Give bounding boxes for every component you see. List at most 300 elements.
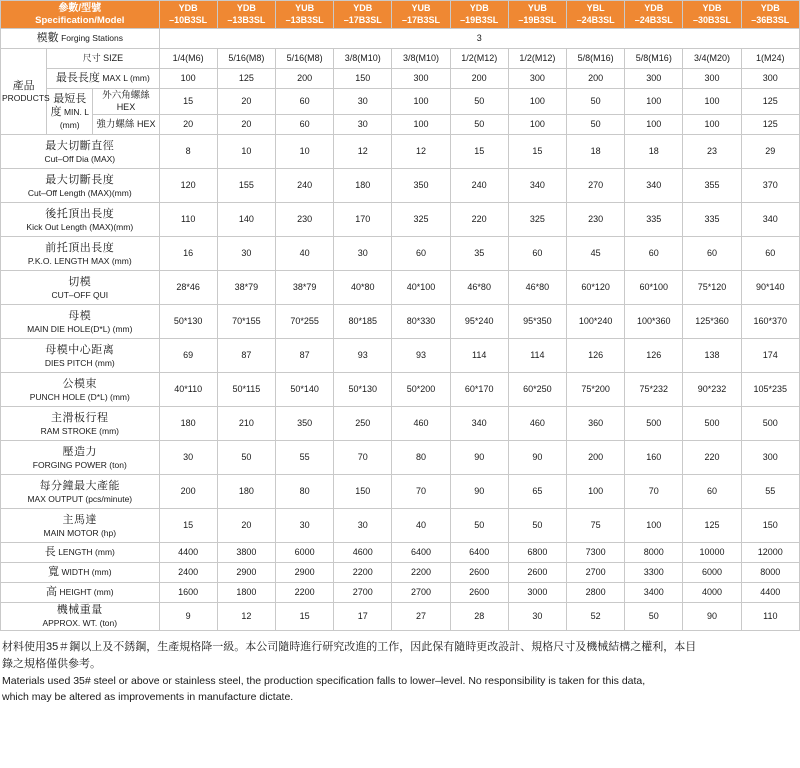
table-header-row: [1, 1, 800, 29]
cell-approx-wt-8: 50: [625, 603, 683, 630]
row-width: [1, 563, 800, 583]
cell-kick-out-6: 325: [508, 203, 566, 237]
cell-cut-off-length-9: 355: [683, 169, 741, 203]
cell-dies-pitch-1: 87: [217, 339, 275, 373]
cell-size-1: 5/16(M8): [217, 49, 275, 69]
cell-cut-off-qui-8: 60*100: [625, 271, 683, 305]
cell-cut-off-length-10: 370: [741, 169, 799, 203]
model-line2: –36B3SL: [751, 14, 790, 25]
row-label-dies-pitch: [1, 339, 160, 373]
cell-kick-out-0: 110: [159, 203, 217, 237]
cell-dies-pitch-8: 126: [625, 339, 683, 373]
cell-cut-off-dia-3: 12: [334, 135, 392, 169]
label-zh: 公模束: [62, 377, 98, 390]
cell-main-die-7: 100*240: [567, 305, 625, 339]
model-line1: YUB: [411, 3, 431, 14]
model-line1: YDB: [702, 3, 722, 14]
cell-width-1: 2900: [217, 563, 275, 583]
cell-kick-out-9: 335: [683, 203, 741, 237]
model-column-6: [508, 1, 566, 29]
cell-approx-wt-4: 27: [392, 603, 450, 630]
model-line2: –17B3SL: [401, 14, 440, 25]
cell-cut-off-length-3: 180: [334, 169, 392, 203]
label-en: MAIN MOTOR (hp): [43, 527, 117, 538]
row-pko-length: [1, 237, 800, 271]
cell-forging-power-6: 90: [508, 441, 566, 475]
cell-length-9: 10000: [683, 543, 741, 563]
cell-punch-hole-5: 60*170: [450, 373, 508, 407]
model-line1: YUB: [527, 3, 547, 14]
cell-main-motor-7: 75: [567, 509, 625, 543]
cell-main-motor-8: 100: [625, 509, 683, 543]
model-line1: YDB: [469, 3, 489, 14]
row-ram-stroke: [1, 407, 800, 441]
cell-ram-stroke-2: 350: [275, 407, 333, 441]
label-unit: (mm): [59, 120, 80, 131]
label-en: Cut–Off Length (MAX)(mm): [27, 187, 132, 198]
cell-min-l-strong-0: 20: [159, 115, 217, 135]
row-main-motor: [1, 509, 800, 543]
label-zh: 前托頂出長度: [45, 241, 115, 254]
cell-main-die-10: 160*370: [741, 305, 799, 339]
cell-length-3: 4600: [334, 543, 392, 563]
model-column-4: [392, 1, 450, 29]
cell-min-l-strong-8: 100: [625, 115, 683, 135]
cell-main-motor-1: 20: [217, 509, 275, 543]
row-max-output: [1, 475, 800, 509]
cell-cut-off-qui-2: 38*79: [275, 271, 333, 305]
cell-punch-hole-9: 90*232: [683, 373, 741, 407]
cell-ram-stroke-8: 500: [625, 407, 683, 441]
label-zh: 母模中心距离: [45, 343, 115, 356]
cell-approx-wt-6: 30: [508, 603, 566, 630]
row-kick-out-length: [1, 203, 800, 237]
cell-punch-hole-10: 105*235: [741, 373, 799, 407]
sub-label-en: HEX: [136, 119, 156, 130]
cell-cut-off-length-6: 340: [508, 169, 566, 203]
cell-width-4: 2200: [392, 563, 450, 583]
cell-ram-stroke-10: 500: [741, 407, 799, 441]
cell-max-l-10: 300: [741, 69, 799, 89]
cell-cut-off-length-1: 155: [217, 169, 275, 203]
cell-cut-off-qui-3: 40*80: [334, 271, 392, 305]
label-en: WIDTH (mm): [61, 567, 112, 578]
cell-forging-stations: 3: [159, 29, 799, 49]
sub-label-strong-bolt: [93, 115, 159, 135]
model-line2: –19B3SL: [460, 14, 499, 25]
row-label-kick-out-length: [1, 203, 160, 237]
model-line1: YUB: [295, 3, 315, 14]
cell-forging-power-3: 70: [334, 441, 392, 475]
footnotes: [0, 639, 800, 706]
cell-ram-stroke-4: 460: [392, 407, 450, 441]
footnote-zh-line1: 材料使用35＃鋼以上及不銹鋼，生產規格降一級。本公司隨時進行研究改進的工作，因此保有隨時更改設計、規格尺寸及機械結構之權利，本目: [2, 640, 697, 653]
cell-cut-off-length-0: 120: [159, 169, 217, 203]
cell-approx-wt-5: 28: [450, 603, 508, 630]
cell-max-output-7: 100: [567, 475, 625, 509]
model-column-1: [217, 1, 275, 29]
model-column-3: [334, 1, 392, 29]
sub-label-hex-bolt: [93, 89, 159, 115]
cell-cut-off-qui-5: 46*80: [450, 271, 508, 305]
cell-approx-wt-7: 52: [567, 603, 625, 630]
model-column-2: [275, 1, 333, 29]
sub-label-zh: 外六角螺絲: [102, 90, 150, 102]
cell-pko-9: 60: [683, 237, 741, 271]
row-label-width: [1, 563, 160, 583]
cell-min-l-strong-10: 125: [741, 115, 799, 135]
cell-max-l-5: 200: [450, 69, 508, 89]
cell-min-l-hex-7: 50: [567, 89, 625, 115]
cell-length-0: 4400: [159, 543, 217, 563]
cell-size-10: 1(M24): [741, 49, 799, 69]
cell-min-l-hex-2: 60: [275, 89, 333, 115]
cell-height-4: 2700: [392, 583, 450, 603]
cell-main-motor-5: 50: [450, 509, 508, 543]
label-zh: 主滑板行程: [51, 411, 109, 424]
row-label-length: [1, 543, 160, 563]
cell-main-die-4: 80*330: [392, 305, 450, 339]
cell-main-die-3: 80*185: [334, 305, 392, 339]
cell-pko-8: 60: [625, 237, 683, 271]
cell-approx-wt-9: 90: [683, 603, 741, 630]
cell-cut-off-length-8: 340: [625, 169, 683, 203]
cell-forging-power-8: 160: [625, 441, 683, 475]
cell-main-die-5: 95*240: [450, 305, 508, 339]
cell-height-0: 1600: [159, 583, 217, 603]
cell-height-7: 2800: [567, 583, 625, 603]
cell-min-l-hex-6: 100: [508, 89, 566, 115]
cell-size-8: 5/8(M16): [625, 49, 683, 69]
row-label-cut-off-dia: [1, 135, 160, 169]
cell-forging-power-4: 80: [392, 441, 450, 475]
cell-cut-off-dia-8: 18: [625, 135, 683, 169]
cell-approx-wt-2: 15: [275, 603, 333, 630]
cell-min-l-strong-5: 50: [450, 115, 508, 135]
cell-approx-wt-0: 9: [159, 603, 217, 630]
label-en: PRODUCTS: [2, 93, 50, 104]
cell-ram-stroke-5: 340: [450, 407, 508, 441]
row-forging-stations: [1, 29, 800, 49]
cell-cut-off-dia-9: 23: [683, 135, 741, 169]
cell-dies-pitch-3: 93: [334, 339, 392, 373]
cell-kick-out-1: 140: [217, 203, 275, 237]
row-length: [1, 543, 800, 563]
cell-dies-pitch-6: 114: [508, 339, 566, 373]
label-zh: 長: [44, 546, 56, 559]
cell-min-l-strong-1: 20: [217, 115, 275, 135]
cell-approx-wt-3: 17: [334, 603, 392, 630]
cell-max-output-3: 150: [334, 475, 392, 509]
cell-dies-pitch-9: 138: [683, 339, 741, 373]
cell-height-3: 2700: [334, 583, 392, 603]
header-param-model: [1, 1, 160, 29]
cell-max-l-4: 300: [392, 69, 450, 89]
footnote-en-line1: Materials used 35# steel or above or stainless steel, the production specification falls to lower–level. No responsibility is taken for this data,: [2, 674, 646, 687]
cell-forging-power-10: 300: [741, 441, 799, 475]
model-line2: –10B3SL: [169, 14, 208, 25]
cell-pko-3: 30: [334, 237, 392, 271]
label-en: FORGING POWER (ton): [32, 459, 127, 470]
cell-width-9: 6000: [683, 563, 741, 583]
cell-pko-6: 60: [508, 237, 566, 271]
model-column-0: [159, 1, 217, 29]
cell-length-5: 6400: [450, 543, 508, 563]
cell-main-motor-3: 30: [334, 509, 392, 543]
cell-max-output-8: 70: [625, 475, 683, 509]
cell-ram-stroke-3: 250: [334, 407, 392, 441]
cell-max-l-6: 300: [508, 69, 566, 89]
cell-ram-stroke-1: 210: [217, 407, 275, 441]
model-line1: YDB: [644, 3, 664, 14]
cell-pko-1: 30: [217, 237, 275, 271]
cell-forging-power-1: 50: [217, 441, 275, 475]
cell-main-die-6: 95*350: [508, 305, 566, 339]
cell-min-l-hex-8: 100: [625, 89, 683, 115]
cell-width-3: 2200: [334, 563, 392, 583]
cell-min-l-strong-3: 30: [334, 115, 392, 135]
cell-main-motor-10: 150: [741, 509, 799, 543]
cell-cut-off-qui-6: 46*80: [508, 271, 566, 305]
model-line2: –17B3SL: [343, 14, 382, 25]
cell-max-output-9: 60: [683, 475, 741, 509]
cell-kick-out-4: 325: [392, 203, 450, 237]
row-main-die-hole: [1, 305, 800, 339]
row-min-length-hex: [1, 89, 800, 115]
model-line1: YBL: [586, 3, 605, 14]
cell-size-3: 3/8(M10): [334, 49, 392, 69]
cell-length-4: 6400: [392, 543, 450, 563]
cell-punch-hole-3: 50*130: [334, 373, 392, 407]
cell-dies-pitch-7: 126: [567, 339, 625, 373]
cell-kick-out-8: 335: [625, 203, 683, 237]
model-line2: –13B3SL: [227, 14, 266, 25]
label-en: LENGTH (mm): [58, 547, 115, 558]
cell-main-die-0: 50*130: [159, 305, 217, 339]
cell-punch-hole-1: 50*115: [217, 373, 275, 407]
group-label-products: [1, 49, 50, 135]
row-label-max-length: [47, 69, 159, 89]
cell-main-motor-0: 15: [159, 509, 217, 543]
cell-main-motor-9: 125: [683, 509, 741, 543]
model-column-5: [450, 1, 508, 29]
label-en: Kick Out Length (MAX)(mm): [26, 221, 134, 232]
row-cut-off-length: [1, 169, 800, 203]
cell-cut-off-length-2: 240: [275, 169, 333, 203]
row-max-length: [1, 69, 800, 89]
cell-punch-hole-6: 60*250: [508, 373, 566, 407]
cell-max-output-0: 200: [159, 475, 217, 509]
label-en: APPROX. WT. (ton): [42, 618, 118, 629]
cell-width-10: 8000: [741, 563, 799, 583]
row-label-height: [1, 583, 160, 603]
cell-height-9: 4000: [683, 583, 741, 603]
cell-ram-stroke-0: 180: [159, 407, 217, 441]
cell-kick-out-3: 170: [334, 203, 392, 237]
label-en: MAX OUTPUT (pcs/minute): [27, 493, 133, 504]
row-label-pko-length: [1, 237, 160, 271]
label-en: Cut–Off Dia (MAX): [44, 153, 116, 164]
cell-main-die-8: 100*360: [625, 305, 683, 339]
cell-max-l-2: 200: [275, 69, 333, 89]
label-zh: 最長長度: [55, 71, 100, 84]
cell-max-l-9: 300: [683, 69, 741, 89]
row-label-cut-off-length: [1, 169, 160, 203]
label-zh: 後托頂出長度: [45, 207, 115, 220]
cell-max-output-5: 90: [450, 475, 508, 509]
cell-pko-4: 60: [392, 237, 450, 271]
model-column-8: [625, 1, 683, 29]
cell-max-output-4: 70: [392, 475, 450, 509]
cell-min-l-strong-4: 100: [392, 115, 450, 135]
model-line1: YDB: [760, 3, 780, 14]
label-zh: 寬: [48, 566, 59, 579]
cell-approx-wt-10: 110: [741, 603, 799, 630]
cell-punch-hole-2: 50*140: [275, 373, 333, 407]
row-approx-weight: [1, 603, 800, 630]
cell-height-8: 3400: [625, 583, 683, 603]
cell-size-7: 5/8(M16): [567, 49, 625, 69]
row-cut-off-dia: [1, 135, 800, 169]
label-en: RAM STROKE (mm): [40, 425, 119, 436]
label-en: PUNCH HOLE (D*L) (mm): [29, 391, 130, 402]
cell-forging-power-7: 200: [567, 441, 625, 475]
cell-ram-stroke-9: 500: [683, 407, 741, 441]
label-zh: 模數: [36, 31, 59, 44]
label-zh: 產品: [12, 79, 35, 92]
cell-height-1: 1800: [217, 583, 275, 603]
cell-max-l-7: 200: [567, 69, 625, 89]
cell-min-l-hex-0: 15: [159, 89, 217, 115]
cell-width-7: 2700: [567, 563, 625, 583]
cell-max-output-6: 65: [508, 475, 566, 509]
cell-kick-out-2: 230: [275, 203, 333, 237]
cell-main-motor-2: 30: [275, 509, 333, 543]
cell-length-7: 7300: [567, 543, 625, 563]
cell-min-l-strong-9: 100: [683, 115, 741, 135]
cell-min-l-hex-5: 50: [450, 89, 508, 115]
row-label-ram-stroke: [1, 407, 160, 441]
cell-width-5: 2600: [450, 563, 508, 583]
cell-height-6: 3000: [508, 583, 566, 603]
cell-cut-off-qui-7: 60*120: [567, 271, 625, 305]
label-en: DIES PITCH (mm): [44, 357, 115, 368]
cell-height-2: 2200: [275, 583, 333, 603]
cell-max-output-2: 80: [275, 475, 333, 509]
cell-max-l-0: 100: [159, 69, 217, 89]
cell-ram-stroke-7: 360: [567, 407, 625, 441]
cell-length-1: 3800: [217, 543, 275, 563]
cell-max-l-3: 150: [334, 69, 392, 89]
row-label-forging-stations: [1, 29, 160, 49]
cell-pko-5: 35: [450, 237, 508, 271]
label-zh: 主馬達: [62, 513, 98, 526]
cell-width-2: 2900: [275, 563, 333, 583]
cell-pko-7: 45: [567, 237, 625, 271]
label-zh: 每分鐘最大產能: [39, 479, 121, 492]
row-label-cut-off-qui: [1, 271, 160, 305]
label-en: MIN. L: [63, 107, 89, 118]
label-en: Forging Stations: [61, 32, 123, 43]
cell-width-0: 2400: [159, 563, 217, 583]
cell-size-0: 1/4(M6): [159, 49, 217, 69]
cell-cut-off-dia-5: 15: [450, 135, 508, 169]
model-line2: –30B3SL: [692, 14, 732, 25]
cell-max-output-10: 55: [741, 475, 799, 509]
label-en: CUT–OFF QUI: [51, 289, 109, 300]
cell-kick-out-10: 340: [741, 203, 799, 237]
cell-cut-off-dia-1: 10: [217, 135, 275, 169]
cell-size-2: 5/16(M8): [275, 49, 333, 69]
cell-cut-off-qui-10: 90*140: [741, 271, 799, 305]
cell-min-l-hex-1: 20: [217, 89, 275, 115]
cell-min-l-strong-7: 50: [567, 115, 625, 135]
cell-forging-power-2: 55: [275, 441, 333, 475]
label-en: P.K.O. LENGTH MAX (mm): [27, 255, 132, 266]
cell-max-l-1: 125: [217, 69, 275, 89]
cell-min-l-hex-3: 30: [334, 89, 392, 115]
label-zh: 高: [45, 586, 57, 599]
cell-cut-off-dia-4: 12: [392, 135, 450, 169]
model-line1: YDB: [178, 3, 198, 14]
cell-cut-off-dia-7: 18: [567, 135, 625, 169]
model-column-10: [741, 1, 799, 29]
cell-cut-off-qui-0: 28*46: [159, 271, 217, 305]
row-label-approx-weight: [1, 603, 160, 630]
model-line2: –24B3SL: [634, 14, 673, 25]
row-label-punch-hole: [1, 373, 160, 407]
cell-width-6: 2600: [508, 563, 566, 583]
row-label-size: 尺寸 SIZE: [47, 49, 159, 69]
cell-max-l-8: 300: [625, 69, 683, 89]
label-zh: 最短長度: [50, 92, 87, 119]
row-label-max-output: [1, 475, 160, 509]
footnote-zh-line2: 錄之規格僅供參考。: [2, 657, 101, 670]
row-forging-power: [1, 441, 800, 475]
cell-dies-pitch-10: 174: [741, 339, 799, 373]
cell-cut-off-length-7: 270: [567, 169, 625, 203]
cell-size-6: 1/2(M12): [508, 49, 566, 69]
label-en: HEIGHT (mm): [59, 587, 114, 598]
cell-dies-pitch-2: 87: [275, 339, 333, 373]
cell-punch-hole-0: 40*110: [159, 373, 217, 407]
cell-cut-off-dia-2: 10: [275, 135, 333, 169]
cell-height-5: 2600: [450, 583, 508, 603]
cell-cut-off-qui-1: 38*79: [217, 271, 275, 305]
model-line2: –13B3SL: [285, 14, 324, 25]
row-size: [1, 49, 800, 69]
header-param-model-en: Specification/Model: [35, 15, 125, 26]
cell-forging-power-5: 90: [450, 441, 508, 475]
cell-size-9: 3/4(M20): [683, 49, 741, 69]
cell-pko-10: 60: [741, 237, 799, 271]
cell-punch-hole-4: 50*200: [392, 373, 450, 407]
cell-pko-0: 16: [159, 237, 217, 271]
cell-size-4: 3/8(M10): [392, 49, 450, 69]
cell-main-die-2: 70*255: [275, 305, 333, 339]
cell-min-l-hex-9: 100: [683, 89, 741, 115]
model-column-9: [683, 1, 741, 29]
model-line1: YDB: [236, 3, 256, 14]
cell-min-l-strong-6: 100: [508, 115, 566, 135]
row-label-min-length: [47, 89, 93, 135]
model-line2: –24B3SL: [576, 14, 615, 25]
cell-length-10: 12000: [741, 543, 799, 563]
cell-forging-power-0: 30: [159, 441, 217, 475]
cell-main-motor-6: 50: [508, 509, 566, 543]
cell-size-5: 1/2(M12): [450, 49, 508, 69]
row-label-forging-power: [1, 441, 160, 475]
